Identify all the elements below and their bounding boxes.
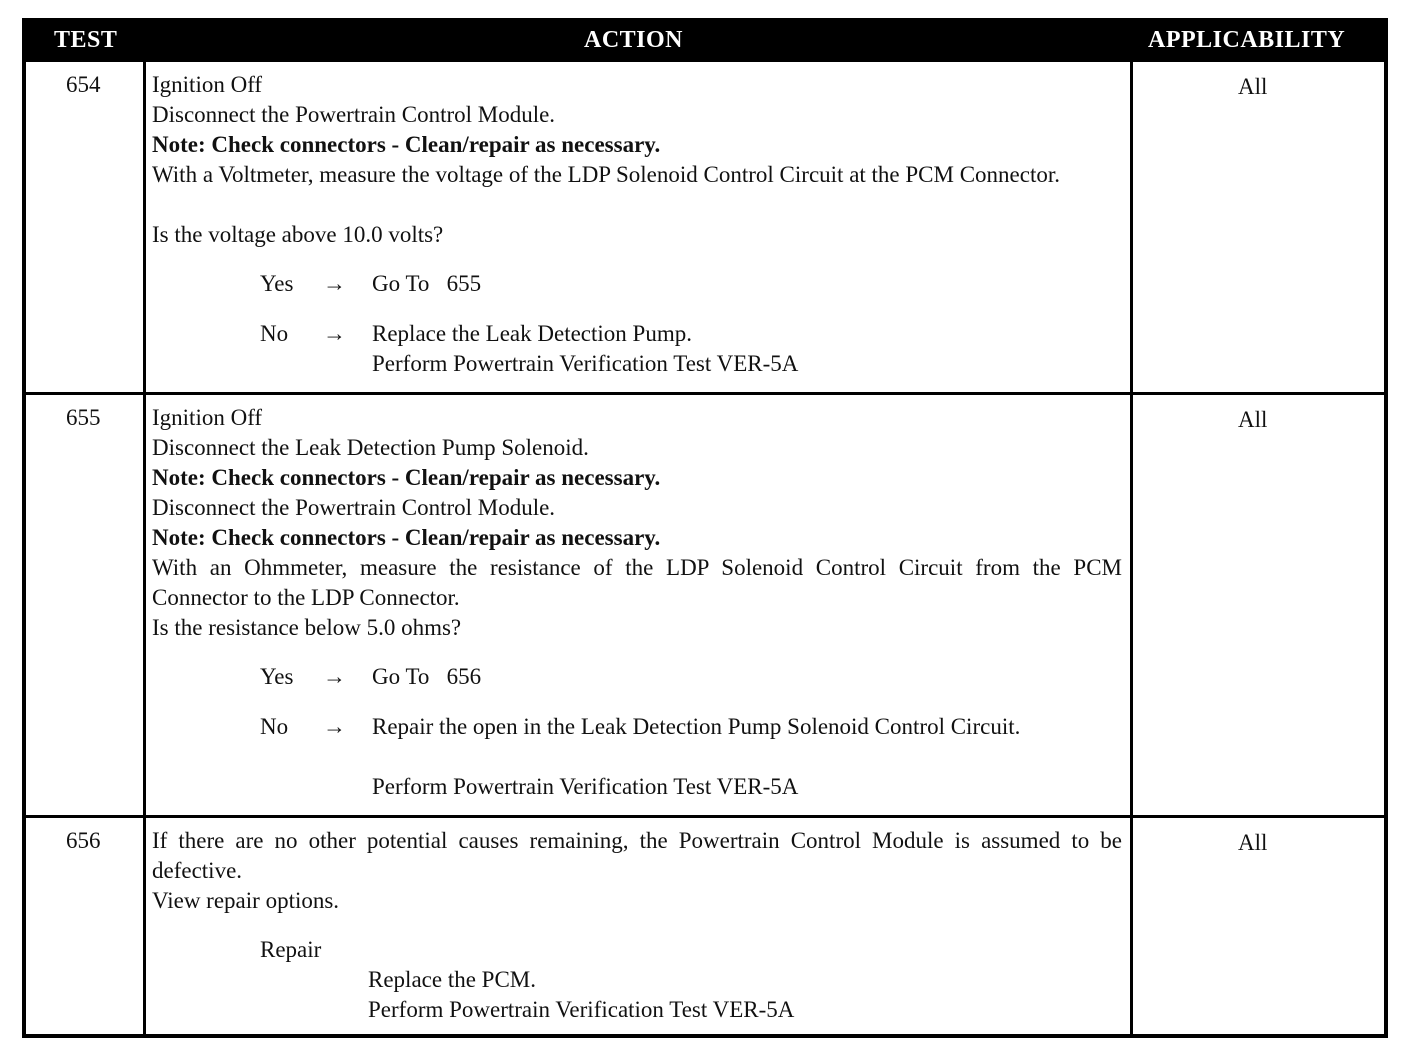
yes-label: Yes (260, 664, 294, 689)
header-applicability: APPLICABILITY (1148, 27, 1346, 53)
no-label: No (260, 714, 289, 739)
action-note (152, 523, 1122, 553)
test-number: 655 (66, 405, 101, 430)
action-step: With a Voltmeter, measure the voltage of the LDP Solenoid Control Circuit at the PCM Connector. (152, 162, 1061, 187)
action-step: Disconnect the Leak Detection Pump Solenoid. (152, 435, 589, 460)
arrow-icon: → (323, 271, 346, 296)
applicability-value: All (1238, 830, 1268, 855)
repair-label: Repair (260, 937, 322, 962)
arrow-icon: → (323, 664, 346, 689)
note-text: Note: Check connectors - Clean/repair as necessary. (152, 132, 661, 157)
column-divider (143, 62, 146, 1034)
yes-action: Go To 655 (372, 271, 482, 296)
no-label: No (260, 321, 289, 346)
action-step: Ignition Off (152, 405, 263, 430)
table-header (26, 22, 1384, 62)
no-action-verify: Perform Powertrain Verification Test VER-5A (372, 774, 799, 799)
action-question: Is the voltage above 10.0 volts? (152, 222, 444, 247)
repair-action-verify: Perform Powertrain Verification Test VER-5A (368, 997, 795, 1022)
action-note (152, 463, 1122, 493)
action-step: Ignition Off (152, 72, 263, 97)
arrow-icon: → (323, 714, 346, 739)
no-action-verify: Perform Powertrain Verification Test VER-5A (372, 351, 799, 376)
row-divider (26, 392, 1384, 395)
action-question: Is the resistance below 5.0 ohms? (152, 615, 462, 640)
action-step: Disconnect the Powertrain Control Module. (152, 495, 556, 520)
action-step: View repair options. (152, 888, 340, 913)
no-action: Replace the Leak Detection Pump. (372, 321, 692, 346)
repair-action: Replace the PCM. (368, 967, 536, 992)
action-note (152, 130, 1122, 160)
header-action: ACTION (584, 27, 684, 53)
yes-label: Yes (260, 271, 294, 296)
yes-action: Go To 656 (372, 664, 482, 689)
row-divider (26, 815, 1384, 818)
applicability-value: All (1238, 74, 1268, 99)
note-text: Note: Check connectors - Clean/repair as necessary. (152, 465, 661, 490)
arrow-icon: → (323, 321, 346, 346)
test-number: 654 (66, 72, 101, 97)
no-action: Repair the open in the Leak Detection Pump Solenoid Control Circuit. (372, 714, 1021, 739)
applicability-value: All (1238, 407, 1268, 432)
header-test: TEST (54, 27, 118, 53)
diagnostic-table (22, 18, 1388, 1038)
note-text: Note: Check connectors - Clean/repair as necessary. (152, 525, 661, 550)
action-step: If there are no other potential causes remaining, the Powertrain Control Module is assumed to be defective. (152, 828, 1122, 883)
column-divider (1130, 62, 1133, 1034)
action-step: Disconnect the Powertrain Control Module. (152, 102, 556, 127)
action-step: With an Ohmmeter, measure the resistance of the LDP Solenoid Control Circuit from the PCM Connector to the LDP Connector. (152, 555, 1122, 610)
test-number: 656 (66, 828, 101, 853)
